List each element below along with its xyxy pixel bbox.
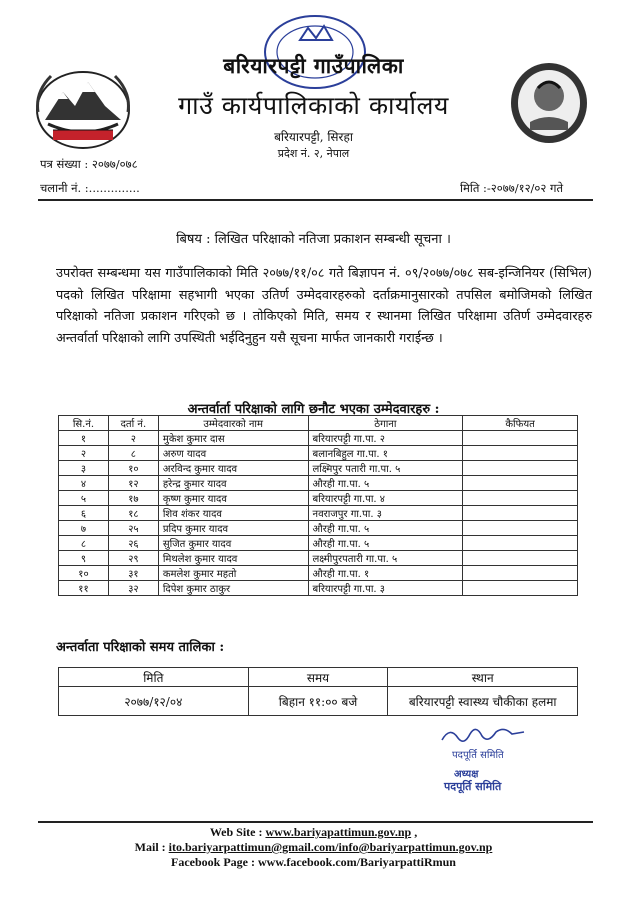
table-header-row [59,416,578,431]
column-header: समय [248,668,388,687]
office-name: गाउँ कार्यपालिकाको कार्यालय [178,91,449,120]
table-row [59,476,578,491]
cell-sn: ९ [59,551,109,566]
cell-remarks [463,491,578,506]
cell-name: प्रदिप कुमार यादव [158,521,308,536]
cell-remarks [463,476,578,491]
header-divider [38,199,593,201]
org-name: बरियारपट्टी गाउँपालिका [223,53,404,78]
footer-facebook-line [0,855,627,870]
footer-divider [38,821,593,823]
cell-sn: ३ [59,461,109,476]
cell-remarks [463,536,578,551]
cell-reg-no: ३२ [108,581,158,596]
table-row [59,521,578,536]
cell-address: औरही गा.पा. ५ [308,476,463,491]
column-header: स्थान [388,668,578,687]
cell-address: लक्ष्मिपुर पतारी गा.पा. ५ [308,461,463,476]
cell-name: सुजित कुमार यादव [158,536,308,551]
cell-reg-no: २६ [108,536,158,551]
candidates-heading: अन्तर्वार्ता परिक्षाको लागि छनौट भएका उम्मेदवारहरु : [187,402,440,417]
cell-name: दिपेश कुमार ठाकुर [158,581,308,596]
cell-name: मुकेश कुमार दास [158,431,308,446]
column-header: दर्ता नं. [108,416,158,431]
table-row [59,446,578,461]
cell-remarks [463,506,578,521]
cell-address: बरियारपट्टी गा.पा. ४ [308,491,463,506]
cell-name: अरविन्द कुमार यादव [158,461,308,476]
footer-contact [0,825,627,870]
column-header: ठेगाना [308,416,463,431]
office-province: प्रदेश नं. २, नेपाल [277,147,350,160]
cell-name: मिथलेश कुमार यादव [158,551,308,566]
cell-sn: ७ [59,521,109,536]
facebook-label: Facebook Page : [171,855,258,869]
candidates-table [58,415,578,596]
office-location: बरियारपट्टी, सिरहा [274,130,353,144]
table-row [59,566,578,581]
website-suffix: , [411,825,418,839]
cell-reg-no: २५ [108,521,158,536]
notice-subject: बिषय : लिखित परिक्षाको नतिजा प्रकाशन सम्बन्धी सूचना । [176,232,451,247]
committee-label: पदपूर्ति समिति [452,750,504,761]
website-link[interactable]: www.bariyapattimun.gov.np [265,825,412,839]
table-row [59,491,578,506]
cell-sn: १० [59,566,109,581]
letter-date: मिति :-२०७७/१२/०२ गते [460,181,564,195]
committee-stamp: पदपूर्ति समिति [444,780,502,793]
cell-reg-no: १२ [108,476,158,491]
cell-address: बलानबिहुल गा.पा. १ [308,446,463,461]
interview-venue: बरियारपट्टी स्वास्थ्य चौकीका हलमा [388,687,578,716]
cell-reg-no: ८ [108,446,158,461]
cell-address: औरही गा.पा. ५ [308,521,463,536]
cell-sn: २ [59,446,109,461]
chairperson-label: अध्यक्ष [454,769,479,780]
letter-number: पत्र संख्या : २०७७/०७८ [40,157,138,171]
cell-name: कमलेश कुमार महतो [158,566,308,581]
interview-date: २०७७/१२/०४ [59,687,249,716]
mail-link[interactable]: ito.bariyarpattimun@gmail.com/info@bariyarpattimun.gov.np [168,840,493,854]
schedule-heading: अन्तर्वाता परिक्षाको समय तालिका : [56,640,225,655]
cell-address: बरियारपट्टी गा.पा. ३ [308,581,463,596]
cell-name: हरेन्द्र कुमार यादव [158,476,308,491]
table-row [59,461,578,476]
table-row [59,431,578,446]
cell-reg-no: २९ [108,551,158,566]
cell-address: लक्ष्मीपुरपतारी गा.पा. ५ [308,551,463,566]
cell-remarks [463,566,578,581]
cell-reg-no: ३१ [108,566,158,581]
signature [438,722,528,748]
cell-remarks [463,431,578,446]
cell-sn: ६ [59,506,109,521]
cell-sn: ५ [59,491,109,506]
table-row [59,551,578,566]
table-row [59,506,578,521]
dispatch-number: चलानी नं. :.............. [40,181,140,195]
column-header: कैफियत [463,416,578,431]
cell-address: औरही गा.पा. १ [308,566,463,581]
schedule-table [58,667,578,716]
footer-mail-line [0,840,627,855]
interview-time: बिहान ११:०० बजे [248,687,388,716]
table-row [59,687,578,716]
cell-sn: ११ [59,581,109,596]
website-label: Web Site : [209,825,266,839]
column-header: सि.नं. [59,416,109,431]
cell-reg-no: २ [108,431,158,446]
mail-label: Mail : [134,840,169,854]
cell-address: औरही गा.पा. ५ [308,536,463,551]
footer-website-line [0,825,627,840]
cell-sn: १ [59,431,109,446]
cell-remarks [463,581,578,596]
notice-body: उपरोक्त सम्बन्धमा यस गाउँपालिकाको मिति २०७७/११/०८ गते बिज्ञापन नं. ०९/२०७७/०७८ सब-इन्जिनियर (सिभिल) पदको लिखित परिक्षामा सहभागी भएका उतिर्ण उम्मेदवारहरुको दर्ताक्रमानुसारको तपसिल बमोजिमको लिखित परिक्षाको नतिजा प्रकाशन गरिएको छ । तोकिएको मिति, समय र स्थानमा लिखित परिक्षामा उतिर्ण उम्मेदवारहरु अन्तर्वार्ता परिक्षाको लागि उपस्थिती भईदिनुहुन यसै सूचना मार्फत जानकारी गराईन्छ । [56,266,592,346]
cell-remarks [463,521,578,536]
column-header: मिति [59,668,249,687]
cell-reg-no: १७ [108,491,158,506]
facebook-link[interactable]: www.facebook.com/BariyarpattiRmun [257,855,456,869]
cell-name: अरुण यादव [158,446,308,461]
column-header: उम्मेदवारको नाम [158,416,308,431]
cell-sn: ४ [59,476,109,491]
cell-remarks [463,551,578,566]
table-header-row [59,668,578,687]
cell-sn: ८ [59,536,109,551]
table-row [59,581,578,596]
table-row [59,536,578,551]
cell-name: शिव शंकर यादव [158,506,308,521]
cell-address: नवराजपुर गा.पा. ३ [308,506,463,521]
cell-reg-no: १० [108,461,158,476]
cell-reg-no: १८ [108,506,158,521]
cell-name: कृष्ण कुमार यादव [158,491,308,506]
cell-address: बरियारपट्टी गा.पा. २ [308,431,463,446]
cell-remarks [463,461,578,476]
cell-remarks [463,446,578,461]
